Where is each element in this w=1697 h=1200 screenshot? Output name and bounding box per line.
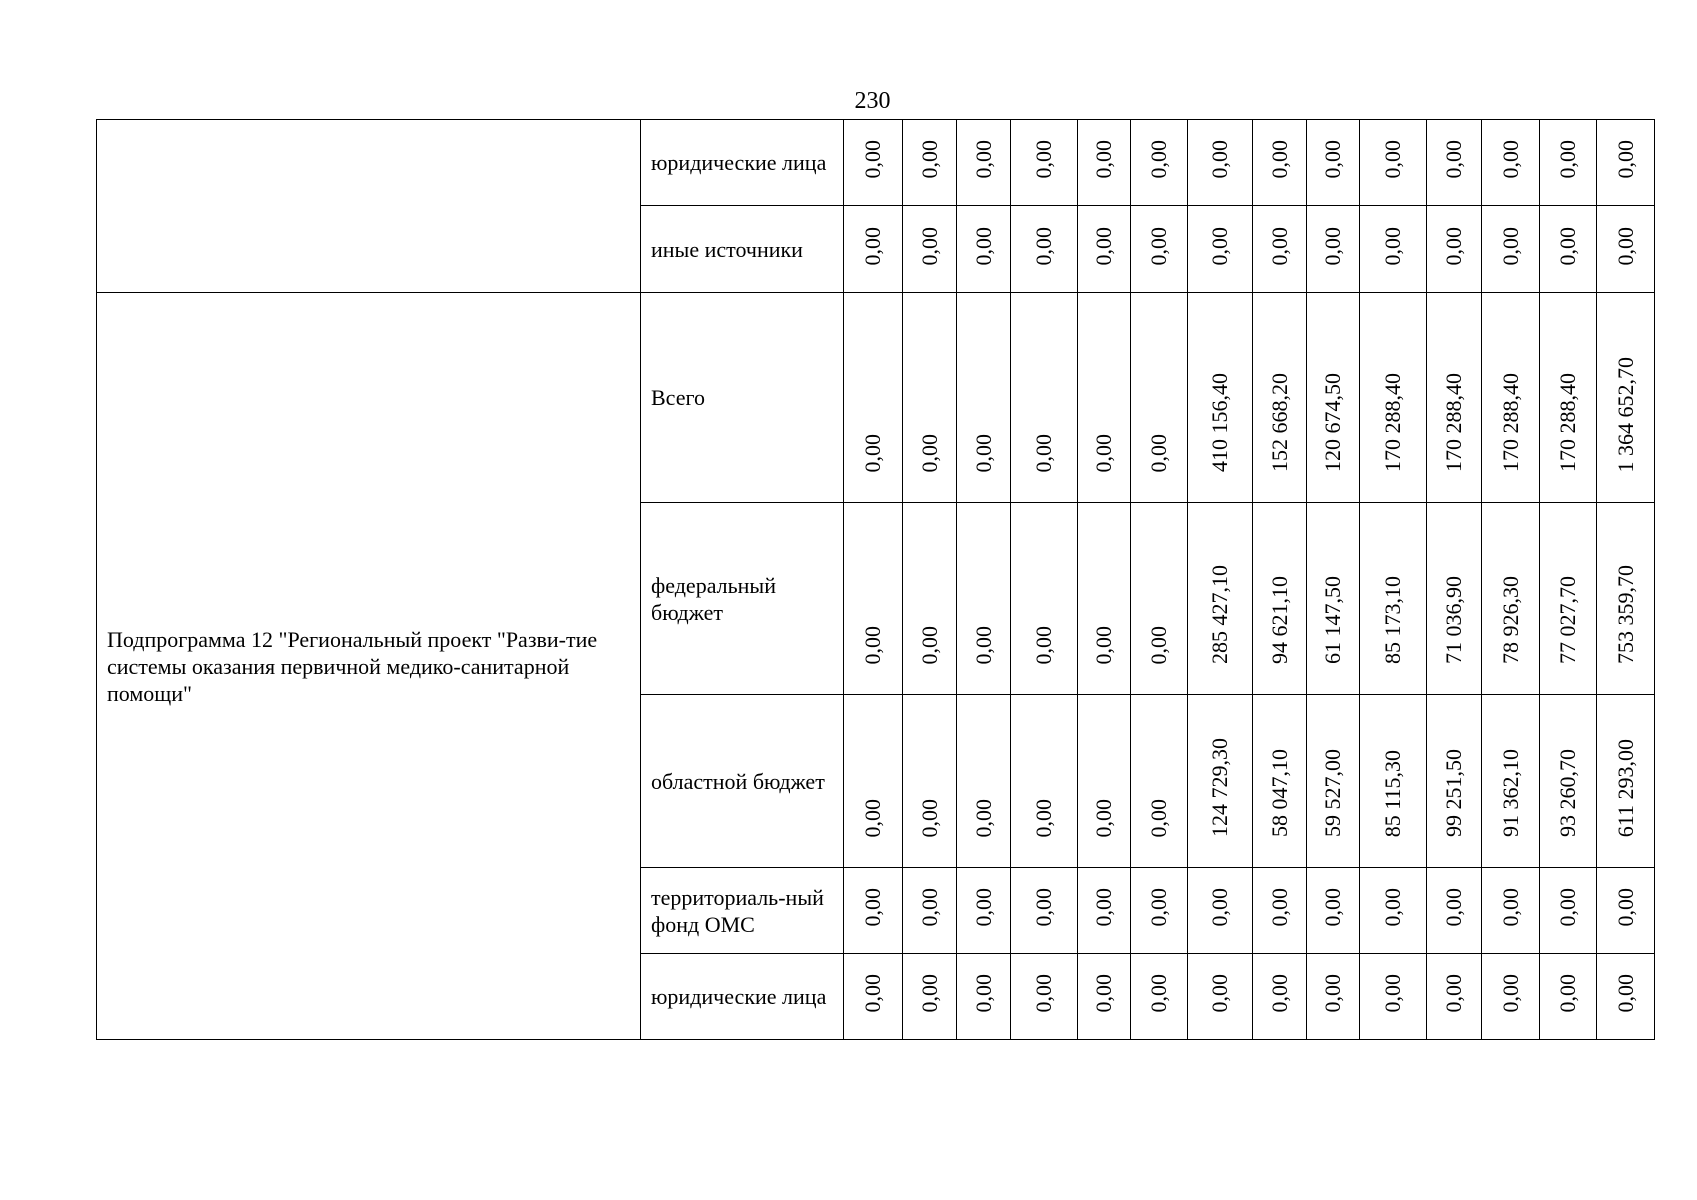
value-cell bbox=[1540, 695, 1597, 868]
value-cell bbox=[1482, 954, 1540, 1040]
value-text: 0,00 bbox=[1497, 888, 1523, 927]
value-cell bbox=[844, 868, 903, 954]
value-cell bbox=[903, 120, 957, 206]
value-cell bbox=[1188, 120, 1253, 206]
value-cell bbox=[1597, 695, 1655, 868]
value-cell bbox=[903, 293, 957, 503]
value-text: 0,00 bbox=[1146, 433, 1171, 472]
value-cell bbox=[1597, 120, 1655, 206]
value-cell bbox=[957, 206, 1011, 293]
value-cell bbox=[957, 695, 1011, 868]
value-cell bbox=[1427, 695, 1482, 868]
value-text: 94 621,10 bbox=[1266, 576, 1292, 664]
value-cell bbox=[1427, 868, 1482, 954]
value-text: 0,00 bbox=[970, 433, 996, 472]
value-text: 85 173,10 bbox=[1380, 576, 1405, 664]
value-cell bbox=[1597, 503, 1655, 695]
value-cell bbox=[1011, 120, 1078, 206]
value-text: 0,00 bbox=[916, 888, 942, 927]
value-text: 0,00 bbox=[916, 974, 942, 1013]
value-text: 611 293,00 bbox=[1612, 738, 1638, 837]
value-text: 0,00 bbox=[1146, 974, 1171, 1013]
value-cell bbox=[1078, 954, 1131, 1040]
value-cell bbox=[1131, 954, 1188, 1040]
value-cell bbox=[1307, 206, 1360, 293]
value-cell bbox=[957, 120, 1011, 206]
value-text: 170 288,40 bbox=[1441, 373, 1466, 472]
value-text: 0,00 bbox=[970, 140, 996, 179]
value-cell bbox=[1253, 503, 1307, 695]
value-text: 0,00 bbox=[916, 625, 942, 664]
value-text: 0,00 bbox=[916, 226, 942, 266]
value-cell bbox=[1360, 695, 1427, 868]
value-text: 0,00 bbox=[860, 226, 885, 266]
value-cell bbox=[1188, 695, 1253, 868]
value-cell bbox=[1188, 868, 1253, 954]
value-cell bbox=[1540, 868, 1597, 954]
value-cell bbox=[844, 293, 903, 503]
value-cell bbox=[1540, 503, 1597, 695]
value-text: 93 260,70 bbox=[1555, 749, 1580, 837]
funding-source: юридические лица bbox=[641, 954, 844, 1040]
value-cell bbox=[1253, 120, 1307, 206]
budget-table bbox=[96, 119, 1655, 1040]
value-cell bbox=[1360, 206, 1427, 293]
value-cell bbox=[903, 954, 957, 1040]
value-text: 0,00 bbox=[1266, 140, 1292, 179]
value-cell bbox=[1188, 954, 1253, 1040]
value-text: 0,00 bbox=[970, 888, 996, 927]
value-text: 0,00 bbox=[1441, 974, 1466, 1013]
value-text: 0,00 bbox=[1320, 140, 1345, 179]
value-text: 0,00 bbox=[860, 888, 885, 927]
value-cell bbox=[844, 120, 903, 206]
funding-source: федеральный бюджет bbox=[641, 503, 844, 695]
value-cell bbox=[1253, 868, 1307, 954]
value-cell bbox=[1131, 868, 1188, 954]
value-cell bbox=[903, 503, 957, 695]
value-text: 0,00 bbox=[1320, 226, 1345, 266]
value-cell bbox=[1360, 293, 1427, 503]
value-cell bbox=[1011, 206, 1078, 293]
value-cell bbox=[844, 695, 903, 868]
value-text: 0,00 bbox=[860, 433, 885, 472]
subprogram-title-cell bbox=[97, 293, 641, 1040]
value-cell bbox=[1360, 503, 1427, 695]
value-text: 0,00 bbox=[1091, 433, 1116, 472]
value-cell bbox=[903, 206, 957, 293]
value-text: 1 364 652,70 bbox=[1612, 356, 1638, 472]
value-text: 0,00 bbox=[1146, 226, 1171, 266]
value-cell bbox=[1540, 206, 1597, 293]
subprogram-title: Подпрограмма 12 "Региональный проект "Разви-тие системы оказания первичной медико-санитарной помощи" bbox=[107, 626, 598, 706]
value-text: 58 047,10 bbox=[1266, 749, 1292, 837]
value-cell bbox=[1360, 120, 1427, 206]
value-cell bbox=[844, 206, 903, 293]
value-cell bbox=[1253, 206, 1307, 293]
value-text: 0,00 bbox=[1146, 798, 1171, 837]
value-cell bbox=[1482, 695, 1540, 868]
value-cell bbox=[1131, 695, 1188, 868]
value-text: 0,00 bbox=[1441, 140, 1466, 179]
value-cell bbox=[957, 293, 1011, 503]
funding-source: иные источники bbox=[641, 206, 844, 293]
value-cell bbox=[1188, 293, 1253, 503]
value-cell bbox=[1540, 954, 1597, 1040]
value-text: 71 036,90 bbox=[1441, 576, 1466, 664]
value-cell bbox=[1078, 206, 1131, 293]
table-row bbox=[97, 120, 1655, 206]
value-cell bbox=[1131, 120, 1188, 206]
value-text: 120 674,50 bbox=[1320, 373, 1345, 472]
value-text: 170 288,40 bbox=[1555, 373, 1580, 472]
value-cell bbox=[1011, 954, 1078, 1040]
value-text: 0,00 bbox=[1320, 974, 1345, 1013]
value-cell bbox=[844, 954, 903, 1040]
value-text: 0,00 bbox=[1031, 974, 1056, 1013]
value-text: 0,00 bbox=[1266, 974, 1292, 1013]
value-text: 0,00 bbox=[1612, 140, 1638, 179]
value-text: 0,00 bbox=[1031, 888, 1056, 927]
value-text: 0,00 bbox=[1266, 226, 1292, 266]
value-text: 0,00 bbox=[1207, 974, 1232, 1013]
value-text: 0,00 bbox=[1555, 974, 1580, 1013]
value-text: 0,00 bbox=[1207, 226, 1232, 266]
value-cell bbox=[1078, 503, 1131, 695]
value-text: 152 668,20 bbox=[1266, 373, 1292, 472]
value-text: 0,00 bbox=[916, 140, 942, 179]
value-text: 0,00 bbox=[1555, 140, 1580, 179]
value-text: 0,00 bbox=[1497, 974, 1523, 1013]
value-cell bbox=[1307, 695, 1360, 868]
value-cell bbox=[1427, 503, 1482, 695]
value-cell bbox=[1078, 293, 1131, 503]
value-cell bbox=[1360, 868, 1427, 954]
funding-source: юридические лица bbox=[641, 120, 844, 206]
value-cell bbox=[1482, 503, 1540, 695]
value-text: 0,00 bbox=[1091, 974, 1116, 1013]
value-cell bbox=[1482, 120, 1540, 206]
value-cell bbox=[1482, 293, 1540, 503]
value-text: 124 729,30 bbox=[1207, 738, 1232, 837]
value-cell bbox=[903, 695, 957, 868]
value-text: 753 359,70 bbox=[1612, 565, 1638, 664]
value-text: 85 115,30 bbox=[1380, 749, 1405, 837]
value-cell bbox=[957, 503, 1011, 695]
funding-source: Всего bbox=[641, 293, 844, 503]
value-text: 0,00 bbox=[1555, 888, 1580, 927]
value-text: 0,00 bbox=[1207, 888, 1232, 927]
value-text: 0,00 bbox=[1031, 433, 1056, 472]
value-text: 0,00 bbox=[860, 140, 885, 179]
value-cell bbox=[1188, 503, 1253, 695]
value-text: 0,00 bbox=[1320, 888, 1345, 927]
value-text: 0,00 bbox=[1091, 625, 1116, 664]
value-cell bbox=[1131, 206, 1188, 293]
value-cell bbox=[1011, 695, 1078, 868]
value-text: 99 251,50 bbox=[1441, 749, 1466, 837]
value-text: 0,00 bbox=[1612, 888, 1638, 927]
value-cell bbox=[1011, 868, 1078, 954]
value-text: 77 027,70 bbox=[1555, 576, 1580, 664]
value-cell bbox=[1427, 120, 1482, 206]
value-text: 0,00 bbox=[1266, 888, 1292, 927]
value-cell bbox=[1011, 293, 1078, 503]
value-cell bbox=[957, 954, 1011, 1040]
value-text: 0,00 bbox=[1146, 888, 1171, 927]
value-text: 0,00 bbox=[1555, 226, 1580, 266]
value-text: 0,00 bbox=[1441, 226, 1466, 266]
value-cell bbox=[957, 868, 1011, 954]
value-text: 0,00 bbox=[970, 625, 996, 664]
table-row bbox=[97, 293, 1655, 503]
value-cell bbox=[1131, 293, 1188, 503]
value-cell bbox=[844, 503, 903, 695]
value-text: 0,00 bbox=[860, 798, 885, 837]
value-text: 0,00 bbox=[1091, 798, 1116, 837]
value-cell bbox=[1427, 954, 1482, 1040]
value-cell bbox=[903, 868, 957, 954]
value-cell bbox=[1307, 954, 1360, 1040]
value-cell bbox=[1131, 503, 1188, 695]
value-cell bbox=[1078, 695, 1131, 868]
value-text: 91 362,10 bbox=[1497, 749, 1523, 837]
value-cell bbox=[1540, 293, 1597, 503]
value-text: 170 288,40 bbox=[1380, 373, 1405, 472]
value-cell bbox=[1078, 868, 1131, 954]
value-text: 0,00 bbox=[970, 226, 996, 266]
value-cell bbox=[1540, 120, 1597, 206]
value-text: 170 288,40 bbox=[1497, 373, 1523, 472]
value-text: 0,00 bbox=[1091, 888, 1116, 927]
value-text: 0,00 bbox=[1612, 226, 1638, 266]
value-text: 0,00 bbox=[1441, 888, 1466, 927]
value-text: 0,00 bbox=[1380, 140, 1405, 179]
value-cell bbox=[1427, 293, 1482, 503]
funding-source: территориаль-ный фонд ОМС bbox=[641, 868, 844, 954]
value-cell bbox=[1253, 954, 1307, 1040]
value-text: 0,00 bbox=[1497, 140, 1523, 179]
value-cell bbox=[1482, 868, 1540, 954]
value-text: 0,00 bbox=[1146, 625, 1171, 664]
value-cell bbox=[1307, 503, 1360, 695]
value-text: 410 156,40 bbox=[1207, 373, 1232, 472]
value-cell bbox=[1360, 954, 1427, 1040]
value-cell bbox=[1597, 954, 1655, 1040]
value-text: 0,00 bbox=[1091, 140, 1116, 179]
funding-source: областной бюджет bbox=[641, 695, 844, 868]
program-cell bbox=[97, 120, 641, 293]
value-text: 0,00 bbox=[1497, 226, 1523, 266]
value-text: 0,00 bbox=[970, 798, 996, 837]
value-text: 0,00 bbox=[1207, 140, 1232, 179]
value-cell bbox=[1482, 206, 1540, 293]
value-text: 0,00 bbox=[1031, 625, 1056, 664]
value-text: 285 427,10 bbox=[1207, 565, 1232, 664]
value-cell bbox=[1597, 293, 1655, 503]
value-cell bbox=[1253, 293, 1307, 503]
value-text: 0,00 bbox=[970, 974, 996, 1013]
value-cell bbox=[1078, 120, 1131, 206]
value-cell bbox=[1188, 206, 1253, 293]
value-text: 0,00 bbox=[1031, 226, 1056, 266]
value-cell bbox=[1307, 293, 1360, 503]
value-text: 0,00 bbox=[1612, 974, 1638, 1013]
value-text: 59 527,00 bbox=[1320, 749, 1345, 837]
value-text: 0,00 bbox=[916, 798, 942, 837]
value-text: 78 926,30 bbox=[1497, 576, 1523, 664]
value-text: 0,00 bbox=[1031, 798, 1056, 837]
value-cell bbox=[1427, 206, 1482, 293]
value-text: 0,00 bbox=[916, 433, 942, 472]
value-cell bbox=[1307, 120, 1360, 206]
value-text: 0,00 bbox=[1380, 226, 1405, 266]
value-text: 0,00 bbox=[1031, 140, 1056, 179]
value-text: 61 147,50 bbox=[1320, 576, 1345, 664]
value-text: 0,00 bbox=[1091, 226, 1116, 266]
value-cell bbox=[1253, 695, 1307, 868]
value-cell bbox=[1597, 206, 1655, 293]
value-cell bbox=[1307, 868, 1360, 954]
value-text: 0,00 bbox=[860, 625, 885, 664]
value-cell bbox=[1011, 503, 1078, 695]
value-text: 0,00 bbox=[860, 974, 885, 1013]
value-cell bbox=[1597, 868, 1655, 954]
value-text: 0,00 bbox=[1380, 888, 1405, 927]
value-text: 0,00 bbox=[1380, 974, 1405, 1013]
page-number: 230 bbox=[854, 88, 891, 114]
value-text: 0,00 bbox=[1146, 140, 1171, 179]
